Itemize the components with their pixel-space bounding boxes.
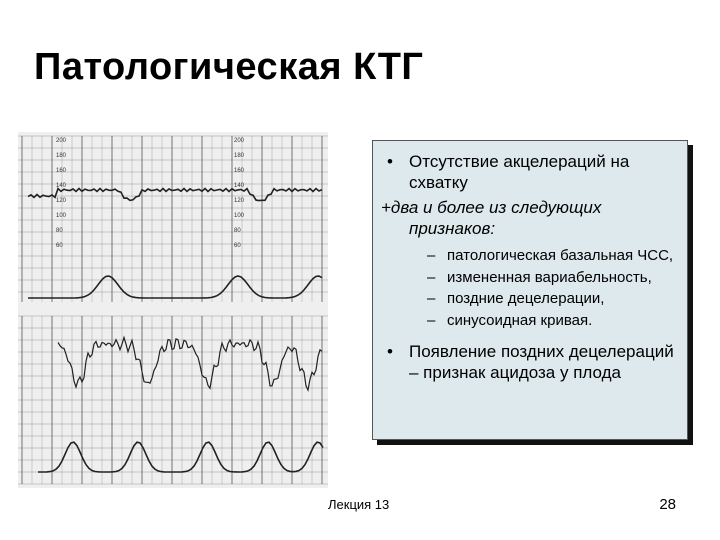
footer-lecture-label: Лекция 13 [328, 497, 390, 512]
ctg-scale-label: 60 [234, 243, 241, 249]
list-item: – измененная вариабельность, [427, 268, 652, 286]
ctg-scale-label: 80 [234, 228, 241, 234]
criteria-list [381, 247, 679, 330]
info-box [372, 140, 688, 440]
bullet-dot: • [387, 342, 393, 361]
ctg-scale-label: 100 [234, 213, 245, 219]
ctg-scale-label: 160 [56, 168, 67, 174]
list-item: – синусоидная кривая. [427, 311, 593, 329]
ctg-tracing-graphic [18, 132, 328, 488]
list-item: – поздние децелерации, [427, 290, 605, 307]
bullet-dot: • [387, 152, 393, 171]
ctg-scale-label: 60 [56, 243, 63, 249]
ctg-scale-label: 200 [56, 138, 67, 144]
page-number: 28 [659, 496, 676, 513]
ctg-scale-label: 120 [56, 198, 67, 204]
criteria-line-1: +два и более из следующих [381, 198, 602, 217]
bullet-no-accelerations [381, 151, 679, 193]
criteria-intro [381, 197, 679, 239]
ctg-scale-label: 200 [234, 138, 245, 144]
ctg-scale-label: 120 [234, 198, 245, 204]
ctg-scale-label: 80 [56, 228, 63, 234]
slide-title: Патологическая КТГ [34, 46, 424, 88]
ctg-scale-label: 100 [56, 213, 67, 219]
list-item: – патологическая базальная ЧСС, [427, 247, 674, 264]
ctg-scale-label: 180 [234, 153, 245, 159]
bullet-late-decelerations [381, 341, 679, 383]
ctg-scale-label: 160 [234, 168, 245, 174]
criteria-line-2: признаков: [409, 219, 496, 238]
ctg-tracing-image [18, 132, 328, 488]
bullet-text: Появление поздних децелераций – признак ацидоза у плода [409, 342, 674, 382]
ctg-scale-label: 140 [56, 183, 67, 189]
bullet-text: Отсутствие акцелераций на схватку [409, 152, 630, 192]
ctg-scale-label: 180 [56, 153, 67, 159]
ctg-scale-label: 140 [234, 183, 245, 189]
